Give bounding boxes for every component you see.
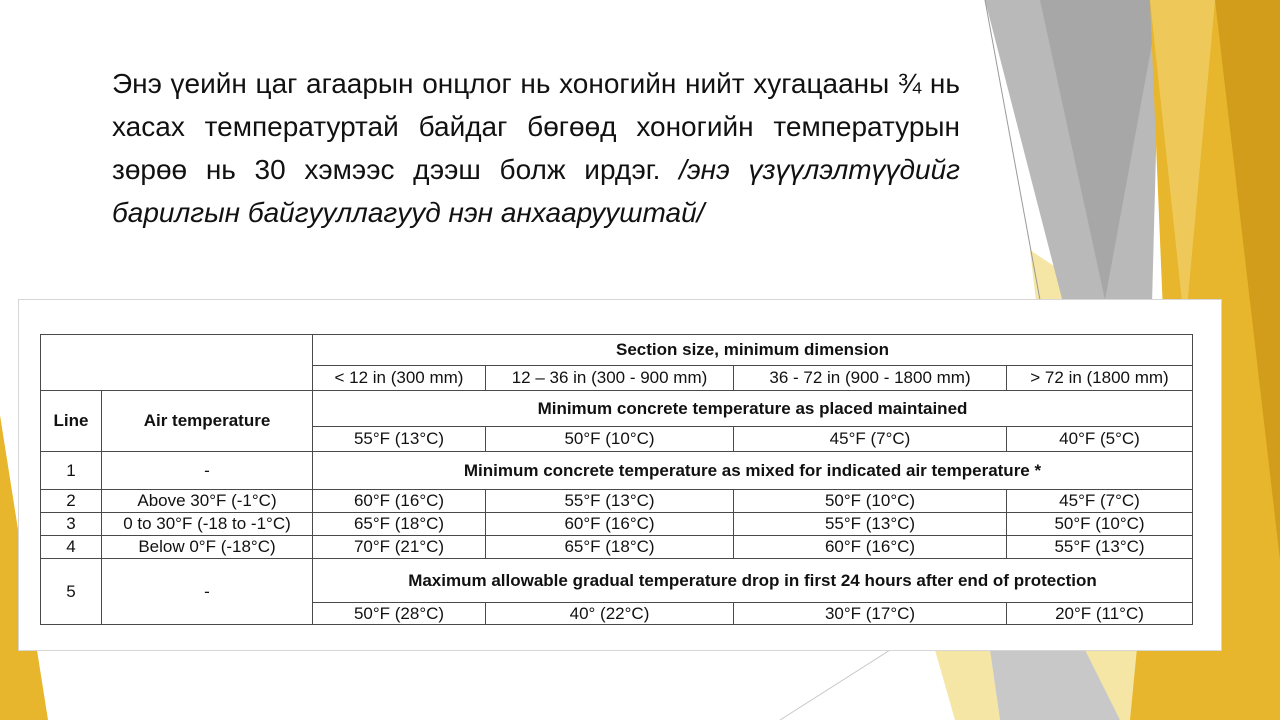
paragraph-italic-note: /энэ үзүүлэлтүүдийг барилгын байгууллагууд нэн анхаарууштай/ (112, 154, 960, 228)
table-row (41, 536, 1193, 559)
table-row (41, 490, 1193, 513)
value-cell: 50°F (10°C) (1007, 513, 1193, 536)
section-size-header: Section size, minimum dimension (313, 335, 1193, 366)
value-cell: 45°F (7°C) (734, 427, 1007, 452)
value-cell: 40°F (5°C) (1007, 427, 1193, 452)
value-cell: 40° (22°C) (486, 603, 734, 625)
air-temperature-header: Air temperature (102, 391, 313, 452)
air-temperature-cell: 0 to 30°F (-18 to -1°C) (102, 513, 313, 536)
table-image-card (18, 299, 1222, 651)
light-yellow-facet-bottom (935, 650, 1000, 720)
table-row (41, 513, 1193, 536)
value-cell: 60°F (16°C) (486, 513, 734, 536)
value-cell: 55°F (13°C) (1007, 536, 1193, 559)
line-number-cell: 3 (41, 513, 102, 536)
table-row (41, 452, 1193, 490)
air-temperature-cell: - (102, 452, 313, 490)
value-cell: 30°F (17°C) (734, 603, 1007, 625)
value-cell: 20°F (11°C) (1007, 603, 1193, 625)
value-cell: 50°F (10°C) (734, 490, 1007, 513)
thin-divider-line-bottom (780, 650, 890, 720)
min-placed-header: Minimum concrete temperature as placed maintained (313, 391, 1193, 427)
section-size-cell: 12 – 36 in (300 - 900 mm) (486, 366, 734, 391)
value-cell: 60°F (16°C) (313, 490, 486, 513)
value-cell: 65°F (18°C) (486, 536, 734, 559)
table-row (41, 559, 1193, 603)
concrete-temperature-table (40, 334, 1193, 625)
line-number-cell: 5 (41, 559, 102, 625)
table-row (41, 335, 1193, 366)
air-temperature-cell: - (102, 559, 313, 625)
section-size-cell: 36 - 72 in (900 - 1800 mm) (734, 366, 1007, 391)
section-size-cell: < 12 in (300 mm) (313, 366, 486, 391)
line-header: Line (41, 391, 102, 452)
value-cell: 50°F (10°C) (486, 427, 734, 452)
slide-paragraph (112, 62, 960, 234)
value-cell: 65°F (18°C) (313, 513, 486, 536)
line-number-cell: 2 (41, 490, 102, 513)
table-row (41, 391, 1193, 427)
value-cell: 55°F (13°C) (734, 513, 1007, 536)
value-cell: 50°F (28°C) (313, 603, 486, 625)
line-number-cell: 1 (41, 452, 102, 490)
empty-header-cell (41, 335, 313, 391)
mixed-temperature-note: Minimum concrete temperature as mixed for indicated air temperature * (313, 452, 1193, 490)
value-cell: 60°F (16°C) (734, 536, 1007, 559)
air-temperature-cell: Below 0°F (-18°C) (102, 536, 313, 559)
value-cell: 55°F (13°C) (313, 427, 486, 452)
value-cell: 45°F (7°C) (1007, 490, 1193, 513)
line-number-cell: 4 (41, 536, 102, 559)
air-temperature-cell: Above 30°F (-1°C) (102, 490, 313, 513)
value-cell: 55°F (13°C) (486, 490, 734, 513)
max-drop-note: Maximum allowable gradual temperature drop in first 24 hours after end of protection (313, 559, 1193, 603)
section-size-cell: > 72 in (1800 mm) (1007, 366, 1193, 391)
value-cell: 70°F (21°C) (313, 536, 486, 559)
paragraph-text: Энэ үеийн цаг агаарын онцлог нь хоногийн нийт хугацааны ¾ нь хасах температуртай байдаг бөгөөд хоногийн температурын зөрөө нь 30 хэмээс дээш болж ирдэг. (112, 68, 960, 185)
